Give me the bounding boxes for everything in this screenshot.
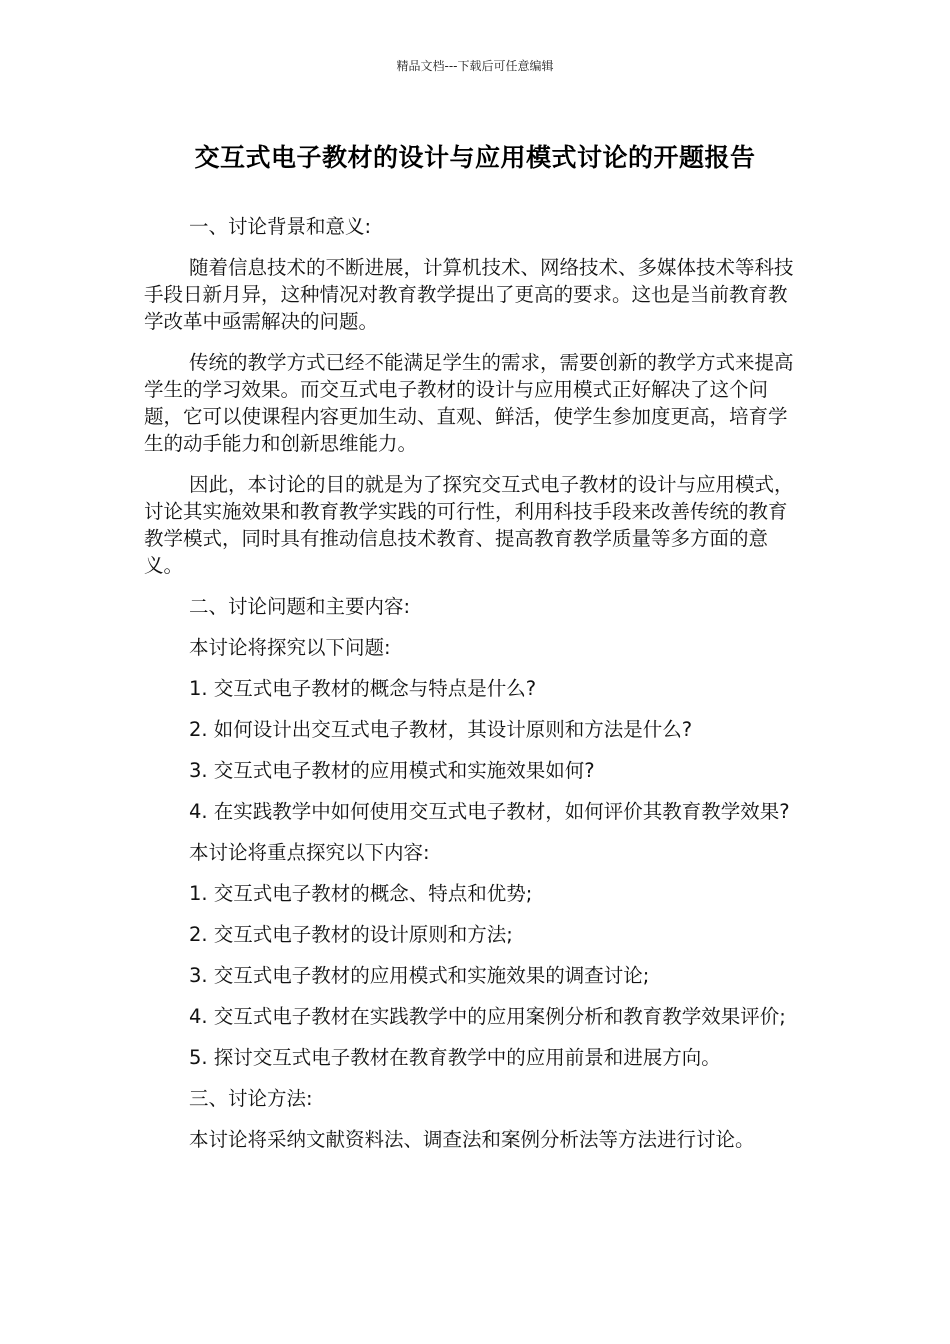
content-intro: 本讨论将重点探究以下内容:	[189, 841, 430, 864]
paragraph-background-3: 因此，本讨论的目的就是为了探究交互式电子教材的设计与应用模式，讨论其实施效果和教育教学实践的可行性，利用科技手段来改善传统的教育教学模式，同时具有推动信息技术教育、提高教育教学质量等多方面的意义。	[144, 473, 794, 577]
section-heading-questions: 二、讨论问题和主要内容:	[189, 595, 411, 618]
question-item-4: 4. 在实践教学中如何使用交互式电子教材，如何评价其教育教学效果?	[189, 800, 790, 823]
paragraph-methods: 本讨论将采纳文献资料法、调查法和案例分析法等方法进行讨论。	[189, 1128, 755, 1151]
content-item-5: 5. 探讨交互式电子教材在教育教学中的应用前景和进展方向。	[189, 1046, 721, 1069]
document-body	[144, 213, 800, 1153]
section-heading-methods: 三、讨论方法:	[189, 1087, 313, 1110]
content-item-2: 2. 交互式电子教材的设计原则和方法;	[189, 923, 513, 946]
content-item-3: 3. 交互式电子教材的应用模式和实施效果的调查讨论;	[189, 964, 650, 987]
question-item-2: 2. 如何设计出交互式电子教材，其设计原则和方法是什么?	[189, 718, 693, 741]
header-note: 精品文档---下载后可任意编辑	[396, 59, 554, 73]
question-item-3: 3. 交互式电子教材的应用模式和实施效果如何?	[189, 759, 595, 782]
paragraph-background-2: 传统的教学方式已经不能满足学生的需求，需要创新的教学方式来提高学生的学习效果。而交互式电子教材的设计与应用模式正好解决了这个问题，它可以使课程内容更加生动、直观、鲜活，使学生参加度更高，培育学生的动手能力和创新思维能力。	[144, 351, 794, 455]
paragraph-background-1: 随着信息技术的不断进展，计算机技术、网络技术、多媒体技术等科技手段日新月异，这种情况对教育教学提出了更高的要求。这也是当前教育教学改革中亟需解决的问题。	[144, 256, 794, 333]
content-item-4: 4. 交互式电子教材在实践教学中的应用案例分析和教育教学效果评价;	[189, 1005, 786, 1028]
document-title: 交互式电子教材的设计与应用模式讨论的开题报告	[194, 143, 756, 172]
section-heading-background: 一、讨论背景和意义:	[189, 215, 372, 238]
question-item-1: 1. 交互式电子教材的概念与特点是什么?	[189, 677, 537, 700]
questions-intro: 本讨论将探究以下问题:	[189, 636, 391, 659]
content-item-1: 1. 交互式电子教材的概念、特点和优势;	[189, 882, 533, 905]
